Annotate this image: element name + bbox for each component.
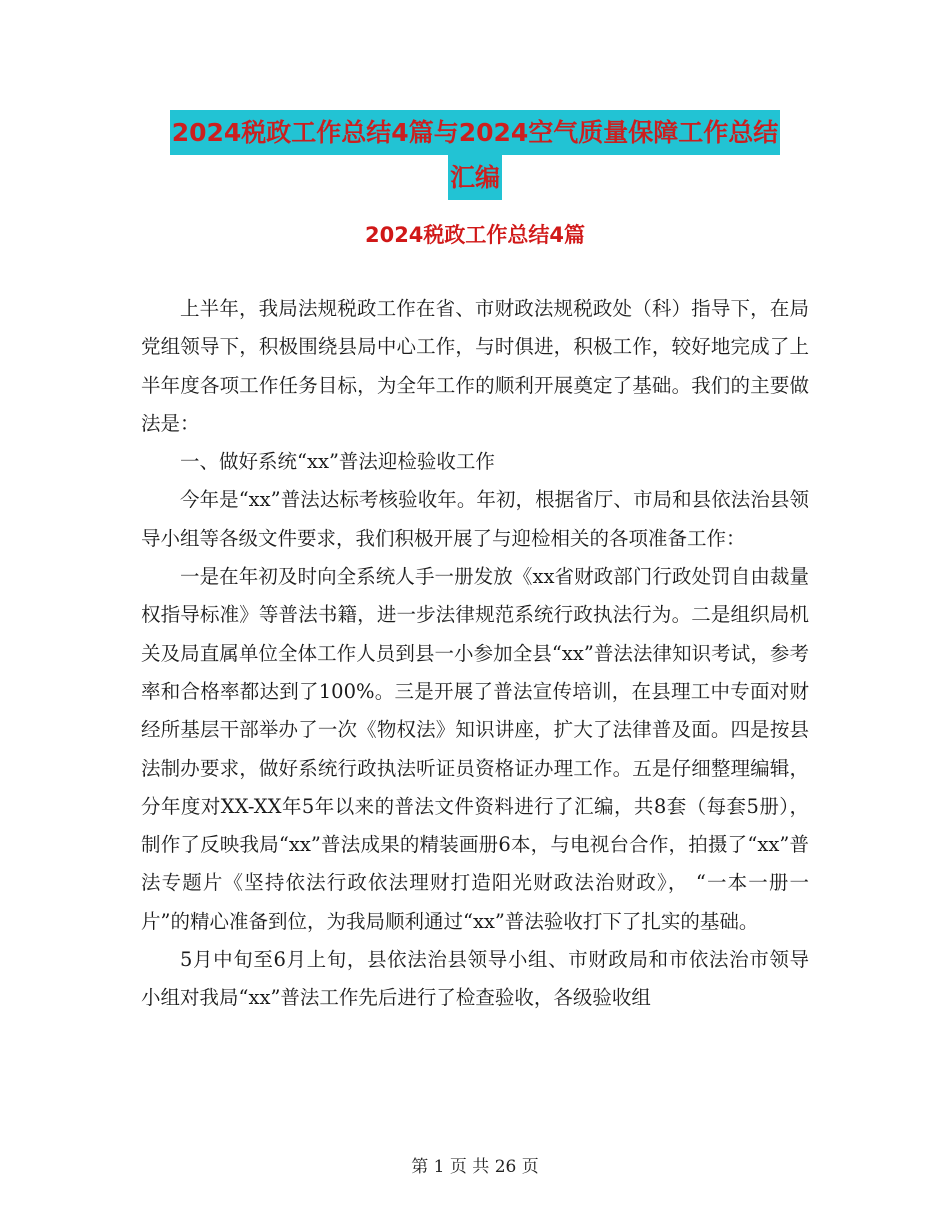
- document-body: [141, 290, 809, 1018]
- paragraph-intro: 上半年，我局法规税政工作在省、市财政法规税政处（科）指导下，在局党组领导下，积极围绕县局中心工作，与时俱进，积极工作，较好地完成了上半年度各项工作任务目标，为全年工作的顺利开展奠定了基础。我们的主要做法是：: [141, 297, 809, 435]
- document-title-line-1: 2024税政工作总结4篇与2024空气质量保障工作总结: [170, 110, 781, 155]
- document-title: [0, 110, 950, 200]
- paragraph-heading-1: 一、做好系统“xx”普法迎检验收工作: [180, 450, 495, 474]
- paragraph-3: 一是在年初及时向全系统人手一册发放《xx省财政部门行政处罚自由裁量权指导标准》等普法书籍，进一步法律规范系统行政执法行为。二是组织局机关及局直属单位全体工作人员到县一小参加全县“xx”普法法律知识考试，参考率和合格率都达到了100%。三是开展了普法宣传培训，在县理工中专面对财经所基层干部举办了一次《物权法》知识讲座，扩大了法律普及面。四是按县法制办要求，做好系统行政执法听证员资格证办理工作。五是仔细整理编辑，分年度对XX-XX年5年以来的普法文件资料进行了汇编，共8套（每套5册），制作了反映我局“xx”普法成果的精装画册6本，与电视台合作，拍摄了“xx”普法专题片《坚持依法行政依法理财打造阳光财政法治财政》， “一本一册一片”的精心准备到位，为我局顺利通过“xx”普法验收打下了扎实的基础。: [141, 565, 809, 933]
- page-footer: 第 1 页 共 26 页: [411, 1157, 539, 1177]
- section-title: 2024税政工作总结4篇: [364, 223, 586, 247]
- paragraph-4: 5月中旬至6月上旬，县依法治县领导小组、市财政局和市依法治市领导小组对我局“xx”普法工作先后进行了检查验收，各级验收组: [141, 948, 809, 1010]
- document-title-line-2: 汇编: [448, 155, 502, 200]
- paragraph-2: 今年是“xx”普法达标考核验收年。年初，根据省厅、市局和县依法治县领导小组等各级文件要求，我们积极开展了与迎检相关的各项准备工作：: [141, 488, 809, 550]
